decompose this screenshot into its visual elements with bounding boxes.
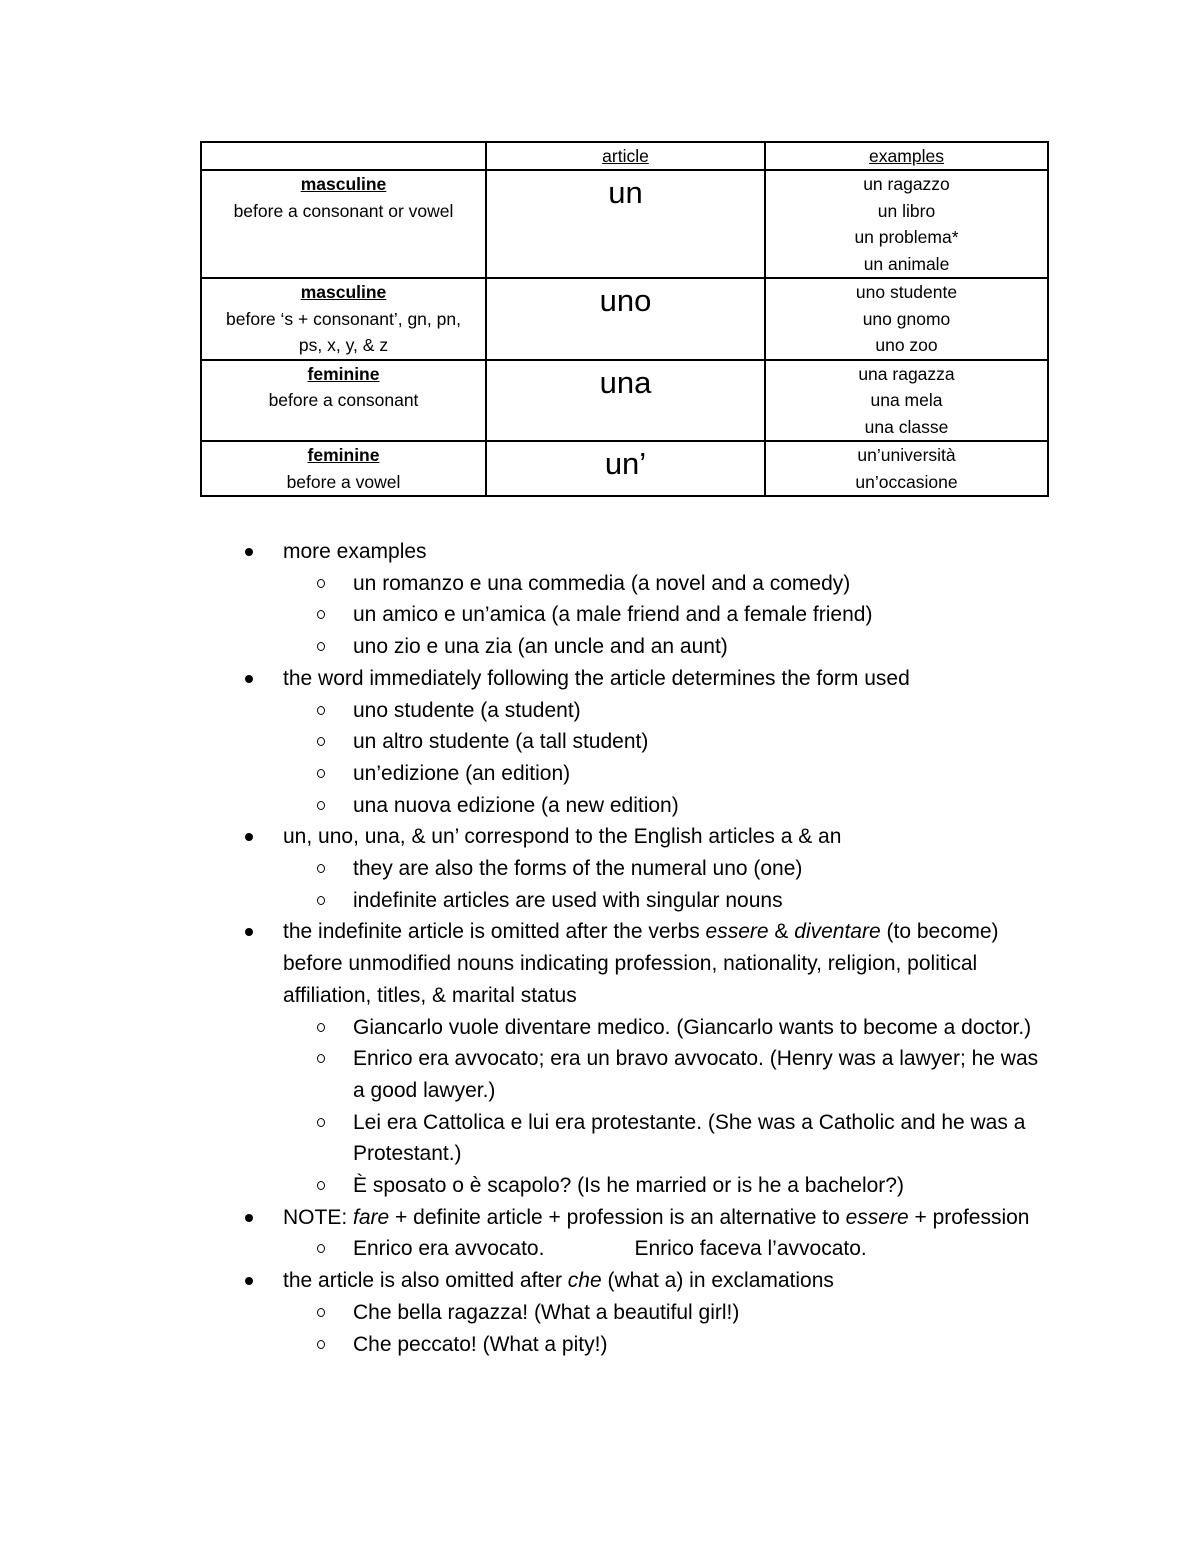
example-word: una mela: [870, 390, 943, 410]
sub-bullet-item: Giancarlo vuole diventare medico. (Giancarlo wants to become a doctor.): [353, 1012, 1031, 1044]
header-examples: examples: [765, 142, 1048, 170]
bullet-item: the article is also omitted after che (what a) in exclamations: [283, 1265, 834, 1297]
example-word: uno studente: [855, 282, 958, 302]
article-form: uno: [599, 283, 652, 318]
article-form: un’: [604, 446, 647, 481]
sub-bullet-item: uno studente (a student): [353, 695, 581, 727]
example-word: un animale: [863, 253, 950, 274]
circle-bullet-icon: [317, 1308, 325, 1317]
example-word: una classe: [864, 416, 949, 437]
circle-bullet-icon: [317, 1340, 325, 1349]
examples-cell: [765, 170, 1048, 278]
bullet-item: NOTE: fare + definite article + profession is an alternative to essere + profession: [283, 1202, 1029, 1234]
sub-bullet-item: Enrico era avvocato; era un bravo avvocato. (Henry was a lawyer; he was: [353, 1043, 1038, 1075]
bullet-item: the indefinite article is omitted after the verbs essere & diventare (to become): [283, 916, 999, 948]
bullet-icon: [245, 928, 253, 936]
sub-bullet-continuation: a good lawyer.): [353, 1078, 496, 1102]
bullet-icon: [245, 1277, 253, 1285]
example-word: un problema*: [854, 227, 959, 247]
example-word: un’università: [857, 445, 956, 465]
sub-bullet-item: È sposato o è scapolo? (Is he married or is he a bachelor?): [353, 1170, 904, 1202]
table-header-row: [201, 142, 1048, 170]
usage-description: before a consonant or vowel: [233, 200, 454, 221]
table-row: [201, 170, 1048, 278]
sub-bullet-continuation: Protestant.): [353, 1142, 462, 1166]
sub-bullet-item: una nuova edizione (a new edition): [353, 790, 679, 822]
article-cell: [486, 441, 765, 496]
header-article: article: [486, 142, 765, 170]
example-word: un’occasione: [855, 471, 958, 492]
bullet-item: more examples: [283, 536, 427, 568]
circle-bullet-icon: [317, 642, 325, 651]
examples-cell: [765, 278, 1048, 360]
example-word: una ragazza: [858, 363, 955, 384]
category-cell: [201, 170, 486, 278]
bullet-icon: [245, 833, 253, 841]
circle-bullet-icon: [317, 1181, 325, 1190]
circle-bullet-icon: [317, 737, 325, 746]
bullet-icon: [245, 548, 253, 556]
table-row: [201, 278, 1048, 360]
article-cell: [486, 170, 765, 278]
circle-bullet-icon: [317, 1023, 325, 1032]
header-blank-cell: [201, 142, 486, 170]
gender-label: masculine: [300, 282, 387, 302]
sub-bullet-item: un altro studente (a tall student): [353, 726, 648, 758]
article-cell: [486, 360, 765, 442]
sub-bullet-item: they are also the forms of the numeral uno (one): [353, 853, 802, 885]
article-form: un: [608, 175, 643, 210]
gender-label: feminine: [307, 363, 380, 384]
sub-bullet-item: indefinite articles are used with singular nouns: [353, 885, 783, 917]
indefinite-article-table: [200, 141, 1049, 497]
category-cell: [201, 441, 486, 496]
category-cell: [201, 360, 486, 442]
circle-bullet-icon: [317, 706, 325, 715]
circle-bullet-icon: [317, 1244, 325, 1253]
gender-label: feminine: [307, 445, 380, 465]
circle-bullet-icon: [317, 610, 325, 619]
gender-label: masculine: [300, 174, 387, 194]
bullet-continuation: before unmodified nouns indicating profession, nationality, religion, political: [283, 952, 978, 976]
bullet-icon: [245, 1214, 253, 1222]
article-cell: [486, 278, 765, 360]
circle-bullet-icon: [317, 864, 325, 873]
example-word: uno gnomo: [862, 308, 951, 329]
bullet-item: the word immediately following the article determines the form used: [283, 663, 910, 695]
bullet-continuation: affiliation, titles, & marital status: [283, 983, 577, 1007]
circle-bullet-icon: [317, 896, 325, 905]
example-word: un libro: [877, 200, 936, 221]
circle-bullet-icon: [317, 1054, 325, 1063]
sub-bullet-item: uno zio e una zia (an uncle and an aunt): [353, 631, 728, 663]
usage-description: before a consonant: [268, 390, 419, 410]
sub-bullet-item: un’edizione (an edition): [353, 758, 570, 790]
sub-bullet-item: Che bella ragazza! (What a beautiful girl!): [353, 1297, 739, 1329]
sub-bullet-item: un romanzo e una commedia (a novel and a comedy): [353, 568, 850, 600]
table-row: [201, 360, 1048, 442]
sub-bullet-item: Enrico era avvocato. Enrico faceva l’avvocato.: [353, 1233, 867, 1265]
examples-cell: [765, 441, 1048, 496]
sub-bullet-item: un amico e un’amica (a male friend and a female friend): [353, 599, 872, 631]
example-word: uno zoo: [875, 335, 938, 355]
sub-bullet-item: Che peccato! (What a pity!): [353, 1329, 607, 1361]
table-row: [201, 441, 1048, 496]
circle-bullet-icon: [317, 801, 325, 810]
circle-bullet-icon: [317, 1118, 325, 1127]
article-form: una: [599, 364, 652, 400]
circle-bullet-icon: [317, 579, 325, 588]
example-word: un ragazzo: [863, 174, 950, 194]
circle-bullet-icon: [317, 769, 325, 778]
category-cell: [201, 278, 486, 360]
sub-bullet-item: Lei era Cattolica e lui era protestante. (She was a Catholic and he was a: [353, 1107, 1025, 1139]
usage-description: before ‘s + consonant’, gn, pn,: [226, 308, 461, 329]
usage-description: before a vowel: [286, 471, 401, 492]
bullet-icon: [245, 675, 253, 683]
bullet-item: un, uno, una, & un’ correspond to the English articles a & an: [283, 821, 841, 853]
usage-description: ps, x, y, & z: [298, 335, 389, 355]
examples-cell: [765, 360, 1048, 442]
